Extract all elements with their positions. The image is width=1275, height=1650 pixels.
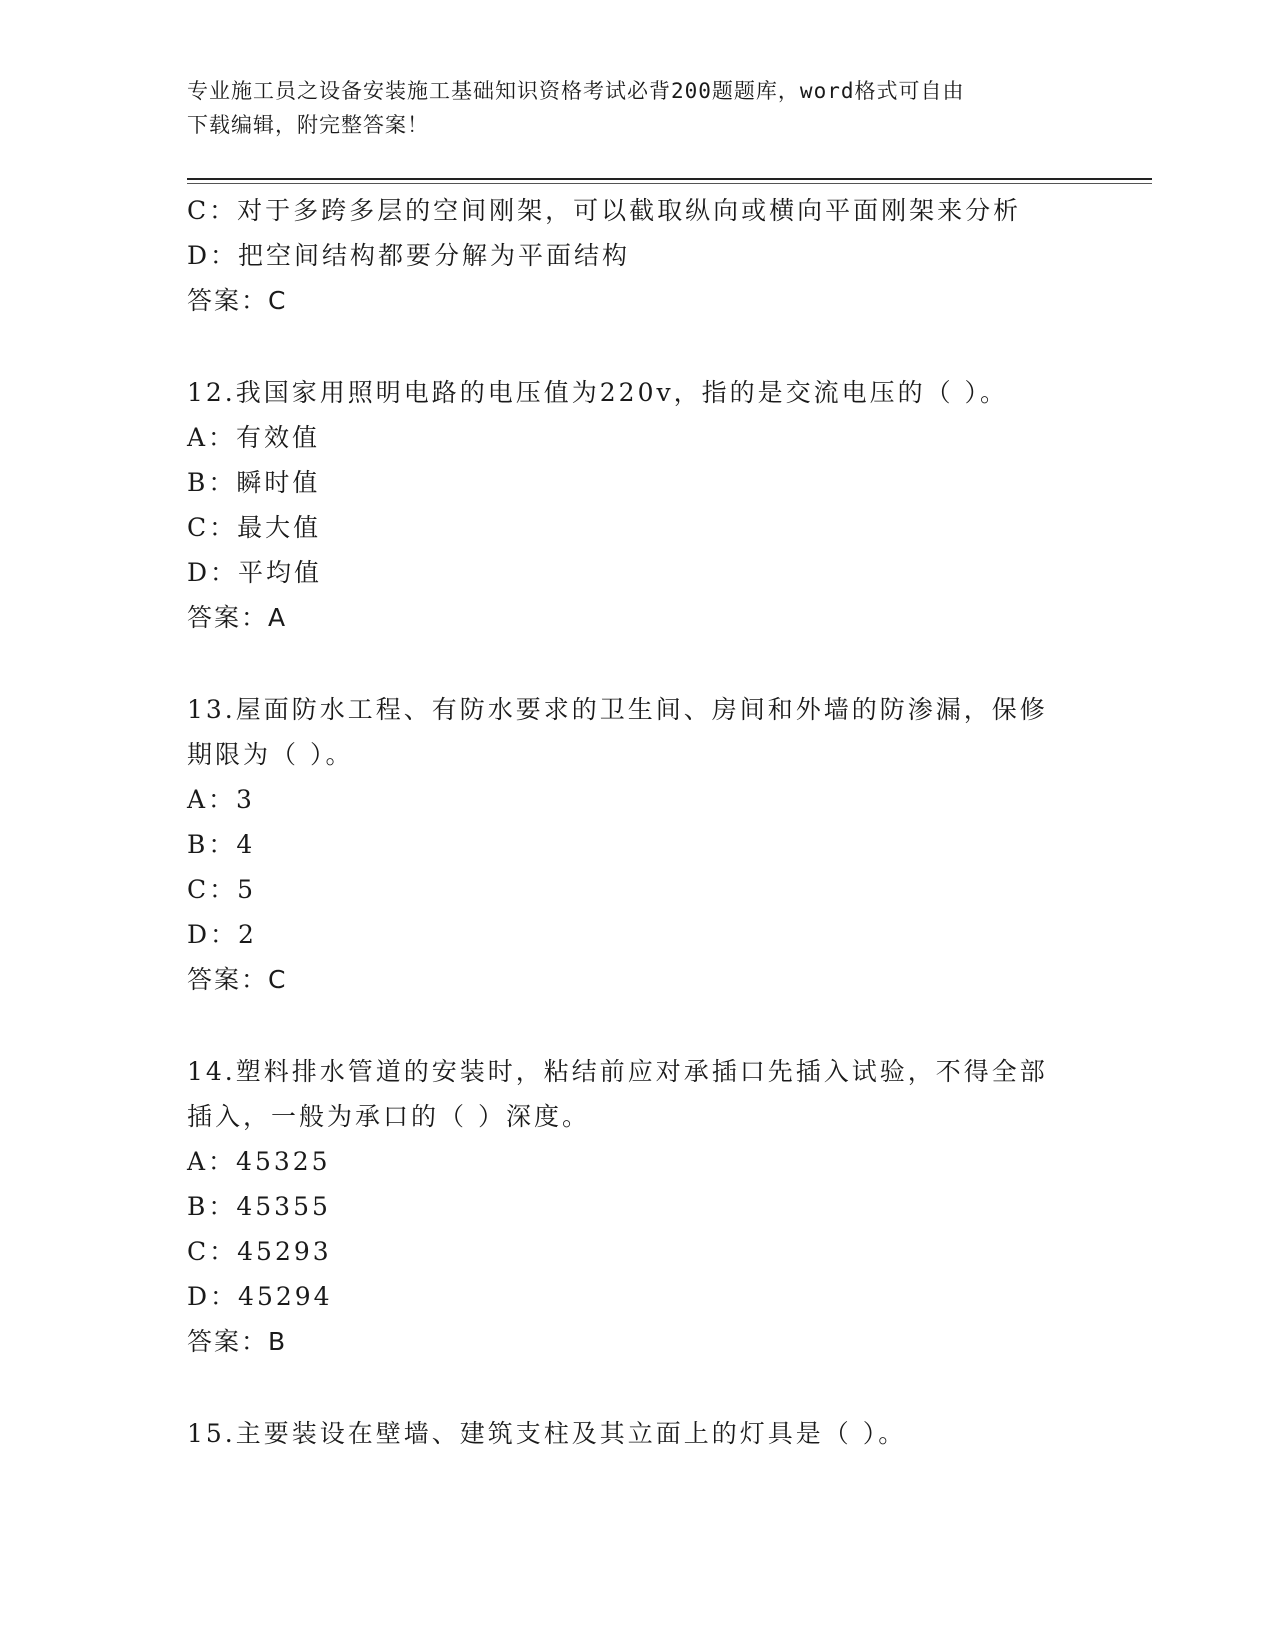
header-line-2: 下载编辑，附完整答案！: [187, 113, 429, 137]
question-12-block: [187, 370, 1087, 640]
q12-option-c: C：最大值: [187, 513, 322, 542]
q14-answer: 答案：B: [187, 1327, 288, 1356]
q13-option-d: D：2: [187, 920, 257, 949]
q12-answer: 答案：A: [187, 603, 288, 632]
q12-option-d: D：平均值: [187, 558, 323, 587]
q13-question-line-2: 期限为（ ）。: [187, 740, 354, 769]
spacer: [187, 323, 1087, 370]
q15-question: 15.主要装设在壁墙、建筑支柱及其立面上的灯具是（ ）。: [187, 1419, 907, 1448]
q14-question-line-2: 插入，一般为承口的（ ）深度。: [187, 1102, 590, 1131]
q13-option-b: B：4: [187, 830, 256, 859]
spacer: [187, 640, 1087, 687]
q11-option-d: D：把空间结构都要分解为平面结构: [187, 241, 631, 270]
q11-option-c: C：对于多跨多层的空间刚架，可以截取纵向或横向平面刚架来分析: [187, 196, 1022, 225]
question-14-block: [187, 1049, 1087, 1364]
q12-option-a: A：有效值: [187, 423, 321, 452]
spacer: [187, 1002, 1087, 1049]
q12-question: 12.我国家用照明电路的电压值为220v，指的是交流电压的（ ）。: [187, 378, 1009, 407]
q13-option-c: C：5: [187, 875, 257, 904]
q13-question-line-1: 13.屋面防水工程、有防水要求的卫生间、房间和外墙的防渗漏，保修: [187, 695, 1048, 724]
q14-option-a: A：45325: [187, 1147, 331, 1176]
q13-answer: 答案：C: [187, 965, 288, 994]
q14-option-c: C：45293: [187, 1237, 332, 1266]
header-divider-thin: [187, 183, 1152, 184]
document-header: [187, 74, 1087, 142]
q11-answer: 答案：C: [187, 286, 288, 315]
question-11-block: [187, 188, 1087, 323]
header-line-1: 专业施工员之设备安装施工基础知识资格考试必背200题题库，word格式可自由: [187, 79, 965, 103]
q14-option-b: B：45355: [187, 1192, 331, 1221]
header-divider-thick: [187, 178, 1152, 180]
q13-option-a: A：3: [187, 785, 255, 814]
spacer: [187, 1364, 1087, 1411]
question-15-block: [187, 1411, 1087, 1456]
q14-option-d: D：45294: [187, 1282, 333, 1311]
document-body: [187, 188, 1087, 1456]
q12-option-b: B：瞬时值: [187, 468, 321, 497]
question-13-block: [187, 687, 1087, 1002]
q14-question-line-1: 14.塑料排水管道的安装时，粘结前应对承插口先插入试验，不得全部: [187, 1057, 1048, 1086]
